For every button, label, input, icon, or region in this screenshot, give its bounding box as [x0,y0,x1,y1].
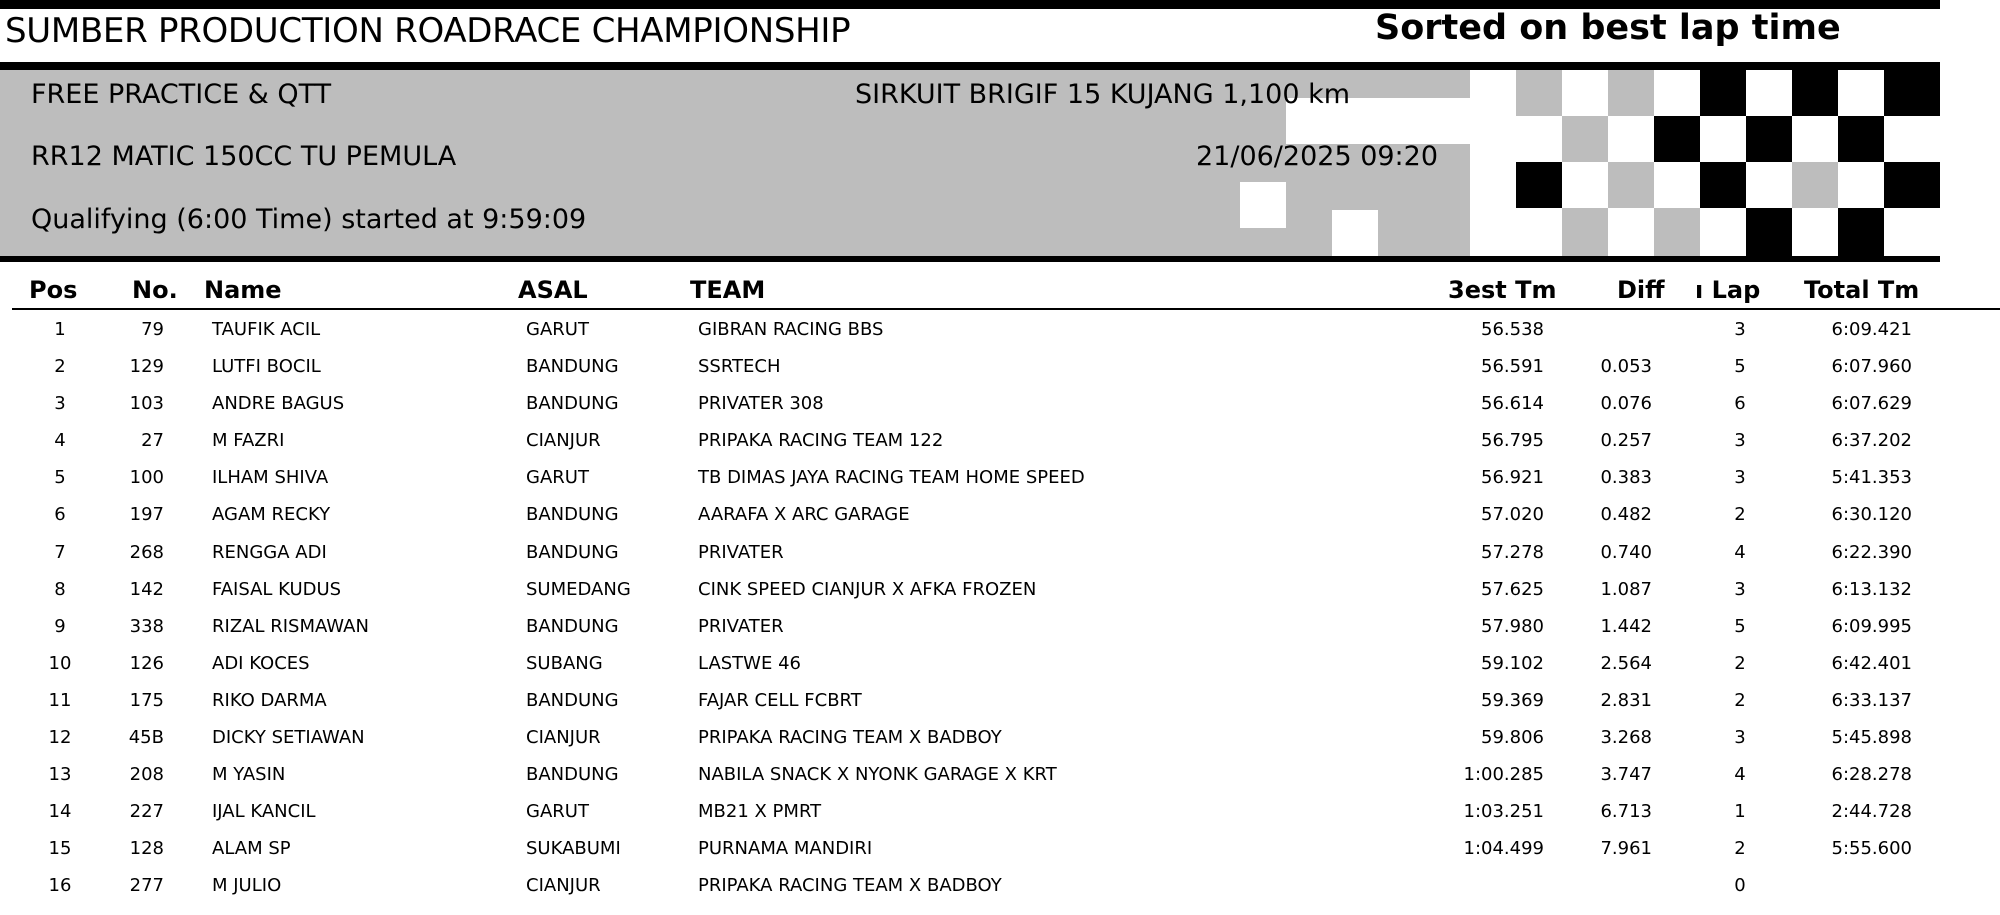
cell-lap: 2 [1734,689,1746,711]
table-row [0,422,2000,459]
cell-pos: 4 [54,430,66,452]
cell-total: 5:55.600 [1831,838,1912,860]
cell-best: 59.806 [1481,727,1544,749]
cell-total: 6:07.629 [1831,393,1912,415]
cell-lap: 2 [1734,652,1746,674]
cell-lap: 5 [1734,356,1746,378]
cell-lap: 5 [1734,615,1746,637]
cell-lap: 1 [1734,801,1746,823]
cell-asal: SUMEDANG [526,578,631,600]
cell-asal: CIANJUR [526,430,601,452]
cell-asal: BANDUNG [526,356,619,378]
cell-diff: 0.482 [1600,504,1652,526]
cell-pos: 7 [54,541,66,563]
table-row [0,682,2000,719]
cell-pos: 8 [54,578,66,600]
cell-no: 126 [129,652,164,674]
cell-no: 27 [141,430,164,452]
cell-total: 5:45.898 [1831,727,1912,749]
cell-lap: 4 [1734,541,1746,563]
cell-best: 59.102 [1481,652,1544,674]
cell-no: 268 [129,541,164,563]
col-head-total: Total Tm [1804,276,1920,304]
cell-total: 6:28.278 [1831,764,1912,786]
cell-asal: BANDUNG [526,615,619,637]
cell-total: 6:30.120 [1831,504,1912,526]
cell-name: M JULIO [212,875,282,897]
header-panel [0,70,1940,256]
cell-best: 57.625 [1481,578,1544,600]
cell-total: 6:07.960 [1831,356,1912,378]
cell-pos: 15 [48,838,72,860]
col-head-pos: Pos [29,276,78,304]
race-info-label: Qualifying (6:00 Time) started at 9:59:09 [31,204,587,235]
cell-lap: 3 [1734,467,1746,489]
cell-pos: 9 [54,615,66,637]
cell-lap: 0 [1734,875,1746,897]
cell-diff: 3.268 [1600,727,1652,749]
datetime-label: 21/06/2025 09:20 [1196,141,1439,172]
cell-lap: 3 [1734,319,1746,340]
table-row [0,459,2000,496]
cell-asal: BANDUNG [526,541,619,563]
col-head-best: 3est Tm [1448,276,1557,304]
cell-team: NABILA SNACK X NYONK GARAGE X KRT [698,764,1057,786]
cell-total: 2:44.728 [1831,801,1912,823]
cell-diff: 6.713 [1600,801,1652,823]
cell-name: ALAM SP [212,838,291,860]
cell-pos: 6 [54,504,66,526]
cell-name: M FAZRI [212,430,285,452]
cell-asal: SUKABUMI [526,838,621,860]
cell-team: PURNAMA MANDIRI [698,838,873,860]
cell-best: 1:03.251 [1463,801,1544,823]
table-row [0,608,2000,645]
cell-lap: 4 [1734,764,1746,786]
cell-name: M YASIN [212,764,286,786]
cell-pos: 14 [48,801,72,823]
table-row [0,311,2000,348]
cell-asal: CIANJUR [526,875,601,897]
cell-name: TAUFIK ACIL [212,319,321,340]
table-row [0,756,2000,793]
cell-name: RENGGA ADI [212,541,327,563]
cell-name: ILHAM SHIVA [212,467,329,489]
cell-diff: 1.442 [1600,615,1652,637]
cell-pos: 16 [48,875,72,897]
cell-diff: 0.257 [1600,430,1652,452]
cell-team: SSRTECH [698,356,781,378]
cell-lap: 3 [1734,430,1746,452]
cell-lap: 3 [1734,727,1746,749]
table-row [0,534,2000,571]
col-head-lap: ı Lap [1695,276,1761,304]
cell-no: 277 [129,875,164,897]
cell-team: PRIVATER 308 [698,393,824,415]
cell-best: 56.795 [1481,430,1544,452]
cell-asal: SUBANG [526,652,603,674]
cell-team: GIBRAN RACING BBS [698,319,884,340]
cell-best: 1:00.285 [1463,764,1544,786]
cell-pos: 1 [54,319,66,340]
cell-best: 56.921 [1481,467,1544,489]
cell-asal: BANDUNG [526,764,619,786]
championship-title: SUMBER PRODUCTION ROADRACE CHAMPIONSHIP [5,11,851,51]
cell-no: 338 [129,615,164,637]
cell-diff: 0.053 [1600,356,1652,378]
table-row [0,830,2000,867]
col-head-name: Name [204,276,282,304]
cell-diff: 7.961 [1600,838,1652,860]
cell-asal: BANDUNG [526,504,619,526]
race-class-label: RR12 MATIC 150CC TU PEMULA [31,141,457,172]
cell-diff: 0.740 [1600,541,1652,563]
cell-no: 79 [141,319,164,340]
cell-no: 129 [129,356,164,378]
cell-name: FAISAL KUDUS [212,578,342,600]
cell-lap: 6 [1734,393,1746,415]
cell-pos: 2 [54,356,66,378]
cell-diff: 2.831 [1600,689,1652,711]
cell-team: AARAFA X ARC GARAGE [698,504,910,526]
cell-lap: 3 [1734,578,1746,600]
cell-name: RIZAL RISMAWAN [212,615,369,637]
cell-team: CINK SPEED CIANJUR X AFKA FROZEN [698,578,1037,600]
cell-team: PRIPAKA RACING TEAM X BADBOY [698,727,1002,749]
cell-best: 59.369 [1481,689,1544,711]
cell-best: 56.614 [1481,393,1544,415]
cell-total: 6:09.995 [1831,615,1912,637]
table-row [0,348,2000,385]
cell-no: 128 [129,838,164,860]
cell-best: 57.020 [1481,504,1544,526]
cell-asal: BANDUNG [526,393,619,415]
cell-diff: 2.564 [1600,652,1652,674]
cell-no: 208 [129,764,164,786]
cell-no: 175 [129,689,164,711]
cell-no: 142 [129,578,164,600]
cell-name: LUTFI BOCIL [212,356,321,378]
cell-team: PRIPAKA RACING TEAM X BADBOY [698,875,1002,897]
cell-best: 57.980 [1481,615,1544,637]
cell-diff: 1.087 [1600,578,1652,600]
cell-name: ANDRE BAGUS [212,393,345,415]
sort-note: Sorted on best lap time [1375,8,1841,48]
cell-team: PRIPAKA RACING TEAM 122 [698,430,944,452]
cell-pos: 10 [48,652,72,674]
cell-total: 6:22.390 [1831,541,1912,563]
cell-best: 56.591 [1481,356,1544,378]
col-head-diff: Diff [1617,276,1665,304]
cell-team: PRIVATER [698,615,784,637]
cell-total: 6:09.421 [1831,319,1912,340]
cell-asal: GARUT [526,801,589,823]
cell-no: 45B [128,727,164,749]
cell-total: 6:13.132 [1831,578,1912,600]
cell-name: AGAM RECKY [212,504,331,526]
cell-team: MB21 X PMRT [698,801,822,823]
col-head-asal: ASAL [518,276,588,304]
cell-asal: GARUT [526,467,589,489]
header-rule [12,308,2000,310]
table-row [0,645,2000,682]
cell-name: ADI KOCES [212,652,310,674]
cell-no: 100 [129,467,164,489]
cell-diff: 0.383 [1600,467,1652,489]
cell-name: DICKY SETIAWAN [212,727,365,749]
cell-no: 197 [129,504,164,526]
cell-team: TB DIMAS JAYA RACING TEAM HOME SPEED [698,467,1085,489]
cell-team: LASTWE 46 [698,652,801,674]
session-label: FREE PRACTICE & QTT [31,79,332,110]
table-row [0,385,2000,422]
cell-total: 6:33.137 [1831,689,1912,711]
cell-total: 6:37.202 [1831,430,1912,452]
cell-pos: 3 [54,393,66,415]
cell-best: 1:04.499 [1463,838,1544,860]
col-head-team: TEAM [690,276,766,304]
table-row [0,719,2000,756]
cell-best: 57.278 [1481,541,1544,563]
cell-team: PRIVATER [698,541,784,563]
cell-asal: BANDUNG [526,689,619,711]
cell-no: 227 [129,801,164,823]
cell-lap: 2 [1734,504,1746,526]
cell-team: FAJAR CELL FCBRT [698,689,862,711]
cell-name: RIKO DARMA [212,689,327,711]
table-row [0,867,2000,904]
cell-pos: 5 [54,467,66,489]
col-head-no: No. [132,276,178,304]
cell-no: 103 [129,393,164,415]
cell-name: IJAL KANCIL [212,801,316,823]
cell-pos: 12 [48,727,72,749]
table-row [0,793,2000,830]
cell-asal: GARUT [526,319,589,340]
cell-total: 5:41.353 [1831,467,1912,489]
cell-diff: 0.076 [1600,393,1652,415]
cell-asal: CIANJUR [526,727,601,749]
cell-diff: 3.747 [1600,764,1652,786]
cell-total: 6:42.401 [1831,652,1912,674]
results-table [0,311,2000,905]
cell-best: 56.538 [1481,319,1544,340]
cell-pos: 11 [48,689,72,711]
table-row [0,571,2000,608]
cell-pos: 13 [48,764,72,786]
cell-lap: 2 [1734,838,1746,860]
table-row [0,496,2000,533]
circuit-label: SIRKUIT BRIGIF 15 KUJANG 1,100 km [855,79,1351,110]
